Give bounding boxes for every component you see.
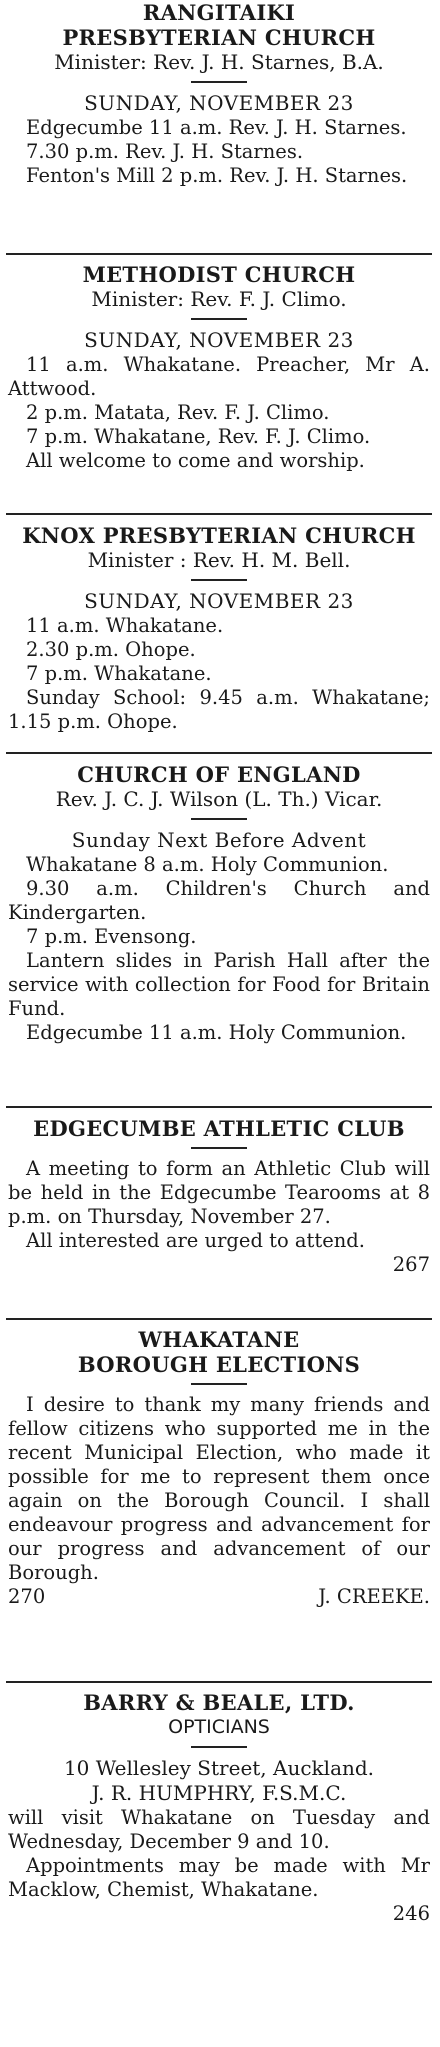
service-line: Edgecumbe 11 a.m. Holy Communion. xyxy=(26,1021,407,1044)
service-line: 7 p.m. Whakatane, Rev. F. J. Climo. xyxy=(26,425,371,448)
athletic-title: EDGECUMBE ATHLETIC CLUB xyxy=(33,1116,405,1141)
athletic-line: All interested are urged to attend. xyxy=(26,1229,365,1252)
methodist-title: METHODIST CHURCH xyxy=(82,262,356,287)
england-date: Sunday Next Before Advent xyxy=(71,828,367,852)
service-line: 2.30 p.m. Ohope. xyxy=(26,638,196,661)
section-divider xyxy=(6,253,432,255)
section-divider xyxy=(6,513,432,515)
rangitaiki-minister: Minister: Rev. J. H. Starnes, B.A. xyxy=(54,50,384,74)
opticians-title-2: OPTICIANS xyxy=(168,1716,270,1738)
service-line: 11 a.m. Whakatane. Preacher, Mr A. Attwood. xyxy=(8,353,430,400)
rangitaiki-title-2: PRESBYTERIAN CHURCH xyxy=(62,25,376,50)
opticians-section xyxy=(8,1690,430,1926)
service-line: Whakatane 8 a.m. Holy Communion. xyxy=(26,853,389,876)
service-line: Fenton's Mill 2 p.m. Rev. J. H. Starnes. xyxy=(26,164,408,187)
athletic-body: A meeting to form an Athletic Club will be held in the Edgecumbe Tearooms at 8 p.m. on Thursday, November 27. xyxy=(8,1157,430,1228)
service-line: Edgecumbe 11 a.m. Rev. J. H. Starnes. xyxy=(26,116,407,139)
england-section xyxy=(8,762,430,1045)
short-divider xyxy=(191,81,247,83)
service-line: 7.30 p.m. Rev. J. H. Starnes. xyxy=(26,140,304,163)
service-line: 9.30 a.m. Children's Church and Kindergarten. xyxy=(8,877,430,924)
service-line: 7 p.m. Evensong. xyxy=(26,925,197,948)
athletic-number: 267 xyxy=(392,1253,430,1276)
short-divider xyxy=(191,1383,247,1385)
service-line: 7 p.m. Whakatane. xyxy=(26,662,212,685)
rangitaiki-date: SUNDAY, NOVEMBER 23 xyxy=(84,91,354,115)
short-divider xyxy=(191,1147,247,1149)
section-divider xyxy=(6,1318,432,1320)
elections-number: 270 xyxy=(8,1585,46,1608)
elections-signoff xyxy=(8,1585,430,1609)
section-divider xyxy=(6,752,432,754)
short-divider xyxy=(191,1746,247,1748)
knox-minister: Minister : Rev. H. M. Bell. xyxy=(87,548,351,572)
elections-section xyxy=(8,1327,430,1609)
short-divider xyxy=(191,318,247,320)
methodist-section xyxy=(8,262,430,473)
methodist-date: SUNDAY, NOVEMBER 23 xyxy=(84,328,354,352)
knox-title: KNOX PRESBYTERIAN CHURCH xyxy=(22,523,416,548)
rangitaiki-section xyxy=(8,0,430,188)
methodist-minister: Minister: Rev. F. J. Climo. xyxy=(91,287,347,311)
elections-title-1: WHAKATANE xyxy=(138,1327,300,1352)
england-vicar: Rev. J. C. J. Wilson (L. Th.) Vicar. xyxy=(55,787,383,811)
opticians-title-1: BARRY & BEALE, LTD. xyxy=(83,1690,355,1715)
section-divider xyxy=(6,1106,432,1108)
knox-section xyxy=(8,523,430,734)
knox-date: SUNDAY, NOVEMBER 23 xyxy=(84,589,354,613)
elections-title-2: BOROUGH ELECTIONS xyxy=(77,1352,361,1377)
short-divider xyxy=(191,818,247,820)
short-divider xyxy=(191,579,247,581)
service-line: Lantern slides in Parish Hall after the service with collection for Food for Britain Fund. xyxy=(8,949,430,1020)
opticians-address: 10 Wellesley Street, Auckland. xyxy=(63,1756,375,1780)
rangitaiki-title-1: RANGITAIKI xyxy=(142,0,296,25)
elections-signature: J. CREEKE. xyxy=(318,1585,430,1608)
elections-body: I desire to thank my many friends and fellow citizens who supported me in the recent Municipal Election, who made it possible for me to represent them once again on the Borough Council. I shall endeavour progress and advancement for our progress and advancement of our Borough. xyxy=(8,1393,430,1584)
opticians-body: will visit Whakatane on Tuesday and Wednesday, December 9 and 10. xyxy=(8,1806,430,1853)
athletic-section xyxy=(8,1116,430,1277)
service-line: Sunday School: 9.45 a.m. Whakatane; 1.15 p.m. Ohope. xyxy=(8,686,430,733)
service-line: All welcome to come and worship. xyxy=(26,449,365,472)
service-line: 11 a.m. Whakatane. xyxy=(26,614,224,637)
england-title: CHURCH OF ENGLAND xyxy=(77,762,361,787)
section-divider xyxy=(6,1681,432,1683)
opticians-body-2: Appointments may be made with Mr Macklow, Chemist, Whakatane. xyxy=(8,1854,430,1901)
opticians-number: 246 xyxy=(392,1902,430,1925)
service-line: 2 p.m. Matata, Rev. F. J. Climo. xyxy=(26,401,330,424)
opticians-name: J. R. HUMPHRY, F.S.M.C. xyxy=(91,1781,347,1805)
